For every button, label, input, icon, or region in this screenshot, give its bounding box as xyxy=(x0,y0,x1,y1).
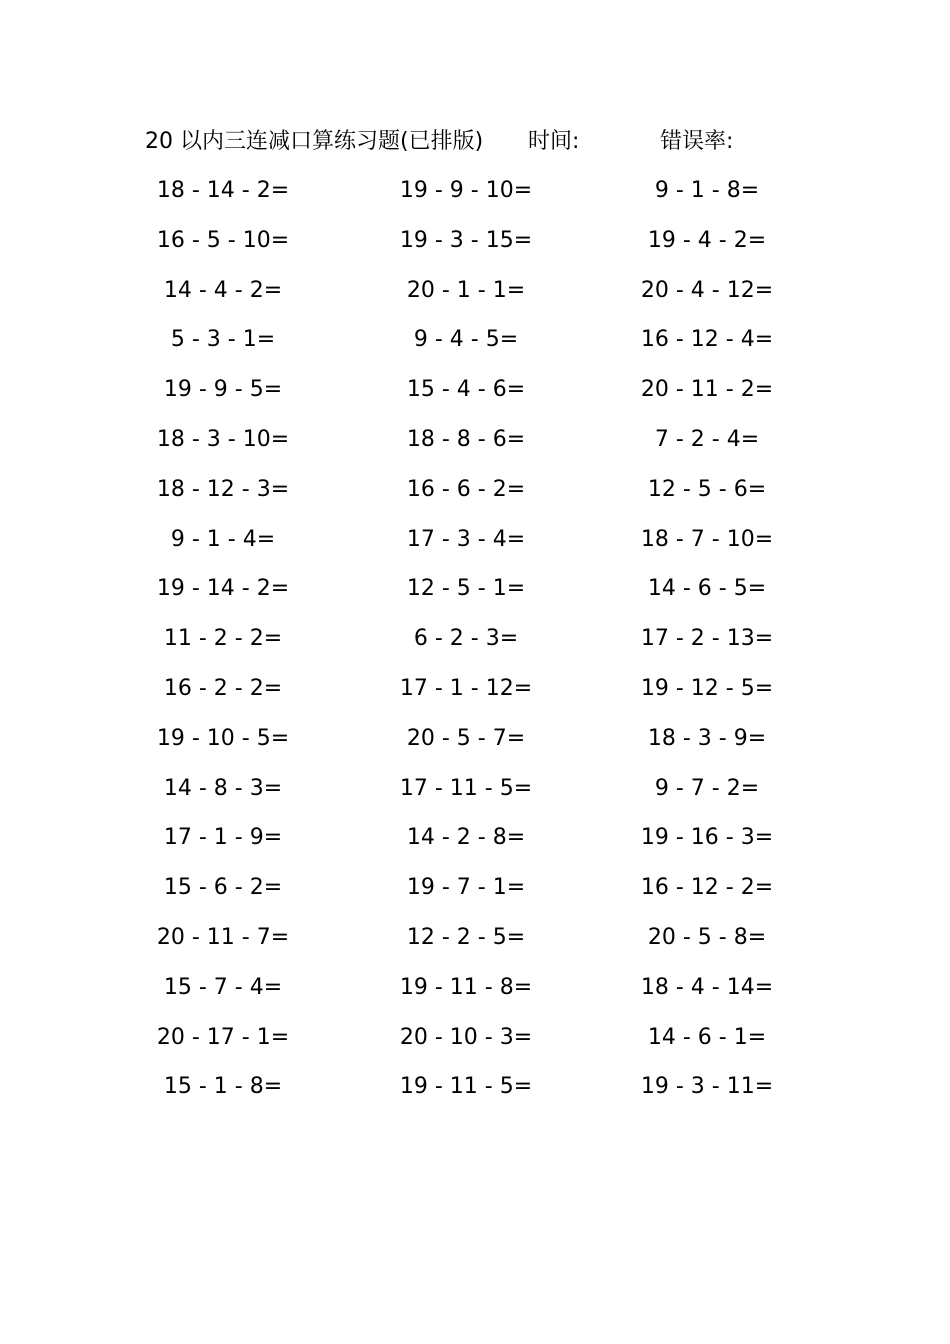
problem-item: 19 - 7 - 1= xyxy=(406,875,526,901)
problem-item: 15 - 4 - 6= xyxy=(406,377,526,403)
problem-item: 16 - 6 - 2= xyxy=(406,476,526,502)
problem-row xyxy=(0,971,950,1021)
problem-item: 14 - 6 - 1= xyxy=(647,1024,767,1050)
problem-grid xyxy=(0,174,950,1120)
problem-row xyxy=(0,921,950,971)
problem-item: 16 - 2 - 2= xyxy=(163,675,283,701)
problem-row xyxy=(0,572,950,622)
problem-item: 19 - 11 - 5= xyxy=(399,1074,533,1100)
problem-item: 19 - 9 - 5= xyxy=(163,377,283,403)
problem-row xyxy=(0,1021,950,1071)
problem-row xyxy=(0,274,950,324)
problem-row xyxy=(0,722,950,772)
problem-item: 18 - 8 - 6= xyxy=(406,426,526,452)
problem-item: 20 - 11 - 7= xyxy=(156,924,290,950)
problem-item: 19 - 14 - 2= xyxy=(156,576,290,602)
problem-row xyxy=(0,772,950,822)
problem-item: 20 - 5 - 7= xyxy=(406,725,526,751)
problem-item: 12 - 5 - 1= xyxy=(406,576,526,602)
problem-item: 19 - 3 - 11= xyxy=(640,1074,774,1100)
problem-row xyxy=(0,672,950,722)
problem-item: 20 - 1 - 1= xyxy=(406,277,526,303)
problem-item: 11 - 2 - 2= xyxy=(163,626,283,652)
problem-item: 18 - 3 - 10= xyxy=(156,426,290,452)
problem-item: 17 - 2 - 13= xyxy=(640,626,774,652)
problem-item: 20 - 11 - 2= xyxy=(640,377,774,403)
problem-row xyxy=(0,423,950,473)
problem-item: 20 - 10 - 3= xyxy=(399,1024,533,1050)
problem-item: 9 - 1 - 4= xyxy=(170,526,276,552)
problem-item: 19 - 12 - 5= xyxy=(640,675,774,701)
problem-item: 17 - 1 - 12= xyxy=(399,675,533,701)
problem-item: 20 - 4 - 12= xyxy=(640,277,774,303)
problem-item: 15 - 7 - 4= xyxy=(163,974,283,1000)
problem-item: 18 - 12 - 3= xyxy=(156,476,290,502)
problem-item: 17 - 1 - 9= xyxy=(163,825,283,851)
problem-item: 7 - 2 - 4= xyxy=(654,426,760,452)
worksheet-header xyxy=(0,124,950,160)
problem-row xyxy=(0,871,950,921)
problem-row xyxy=(0,1070,950,1120)
problem-item: 19 - 3 - 15= xyxy=(399,227,533,253)
problem-item: 19 - 4 - 2= xyxy=(647,227,767,253)
problem-row xyxy=(0,373,950,423)
problem-row xyxy=(0,622,950,672)
problem-item: 17 - 3 - 4= xyxy=(406,526,526,552)
problem-item: 15 - 1 - 8= xyxy=(163,1074,283,1100)
problem-row xyxy=(0,323,950,373)
problem-item: 18 - 4 - 14= xyxy=(640,974,774,1000)
problem-item: 18 - 7 - 10= xyxy=(640,526,774,552)
problem-row xyxy=(0,224,950,274)
problem-item: 17 - 11 - 5= xyxy=(399,775,533,801)
problem-row xyxy=(0,523,950,573)
problem-item: 19 - 11 - 8= xyxy=(399,974,533,1000)
problem-item: 19 - 16 - 3= xyxy=(640,825,774,851)
page-title: 20 以内三连减口算练习题(已排版) xyxy=(145,129,484,154)
problem-item: 6 - 2 - 3= xyxy=(413,626,519,652)
problem-item: 14 - 4 - 2= xyxy=(163,277,283,303)
problem-row xyxy=(0,174,950,224)
problem-item: 16 - 12 - 2= xyxy=(640,875,774,901)
problem-item: 19 - 9 - 10= xyxy=(399,178,533,203)
problem-item: 20 - 5 - 8= xyxy=(647,924,767,950)
problem-item: 12 - 2 - 5= xyxy=(406,924,526,950)
problem-item: 16 - 12 - 4= xyxy=(640,327,774,353)
problem-item: 9 - 4 - 5= xyxy=(413,327,519,353)
problem-item: 20 - 17 - 1= xyxy=(156,1024,290,1050)
error-rate-label: 错误率: xyxy=(660,129,734,154)
problem-item: 19 - 10 - 5= xyxy=(156,725,290,751)
time-label: 时间: xyxy=(528,129,580,154)
problem-item: 16 - 5 - 10= xyxy=(156,227,290,253)
problem-item: 15 - 6 - 2= xyxy=(163,875,283,901)
problem-item: 9 - 7 - 2= xyxy=(654,775,760,801)
problem-row xyxy=(0,821,950,871)
problem-item: 14 - 8 - 3= xyxy=(163,775,283,801)
problem-item: 5 - 3 - 1= xyxy=(170,327,276,353)
problem-item: 9 - 1 - 8= xyxy=(654,178,760,203)
problem-item: 18 - 3 - 9= xyxy=(647,725,767,751)
problem-item: 14 - 2 - 8= xyxy=(406,825,526,851)
problem-item: 12 - 5 - 6= xyxy=(647,476,767,502)
problem-item: 14 - 6 - 5= xyxy=(647,576,767,602)
problem-row xyxy=(0,473,950,523)
problem-item: 18 - 14 - 2= xyxy=(156,178,290,203)
